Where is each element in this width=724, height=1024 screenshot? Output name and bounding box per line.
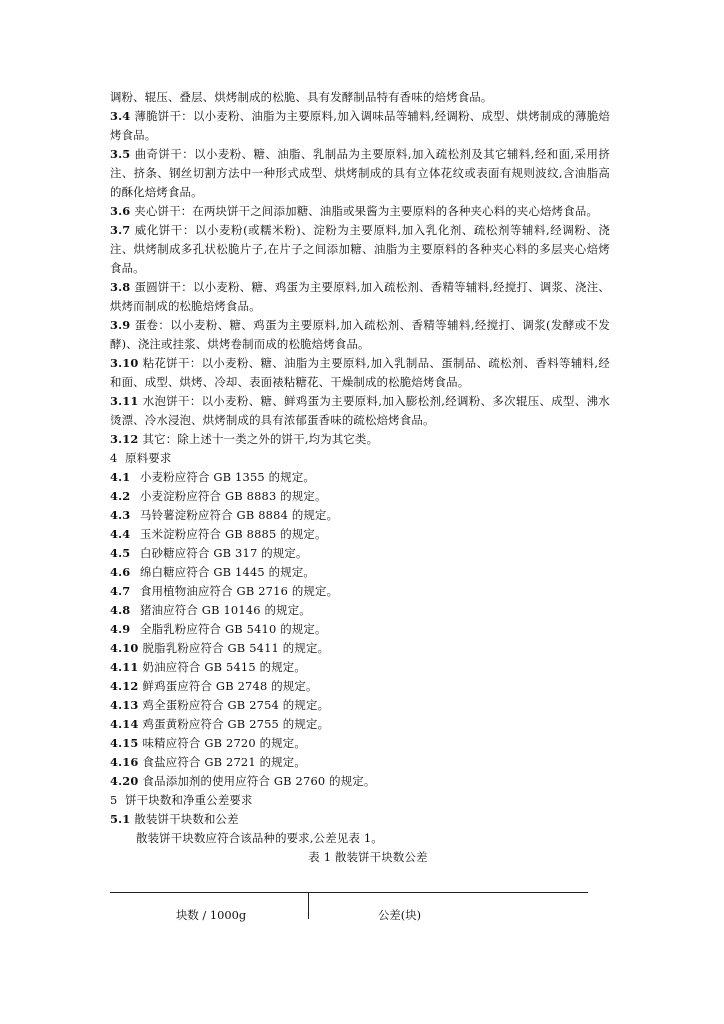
paragraph-3-12: 3.12 其它：除上述十一类之外的饼干,均为其它类。 bbox=[110, 432, 379, 446]
requirement-4-14: 4.14 鸡蛋黄粉应符合 GB 2755 的规定。 bbox=[110, 717, 330, 731]
section-5-1-heading: 5.1 散装饼干块数和公差 bbox=[110, 812, 239, 826]
section-4-heading: 4 原料要求 bbox=[110, 451, 172, 465]
paragraph-continued: 调粉、辊压、叠层、烘烤制成的松脆、具有发酵制品特有香味的焙烤食品。 bbox=[110, 90, 493, 104]
requirement-4-5: 4.5 白砂糖应符合 GB 317 的规定。 bbox=[110, 546, 308, 560]
requirement-4-12: 4.12 鲜鸡蛋应符合 GB 2748 的规定。 bbox=[110, 679, 318, 693]
requirement-4-13: 4.13 鸡全蛋粉应符合 GB 2754 的规定。 bbox=[110, 698, 330, 712]
requirement-4-10: 4.10 脱脂乳粉应符合 GB 5411 的规定。 bbox=[110, 641, 330, 655]
table-header-tolerance: 公差(块) bbox=[378, 908, 422, 922]
section-5-1-text: 散装饼干块数应符合该品种的要求,公差见表 1。 bbox=[136, 831, 383, 845]
paragraph-3-7: 3.7 威化饼干：以小麦粉(或糯米粉)、淀粉为主要原料,加入乳化剂、疏松剂等辅料,经调粉、浇注、烘烤制成多孔状松脆片子,在片子之间添加糖、油脂为主要原料的各种夹心料的多层夹心焙烤食品。 bbox=[110, 223, 610, 275]
section-5-heading: 5 饼干块数和净重公差要求 bbox=[110, 793, 253, 807]
requirement-4-7: 4.7 食用植物油应符合 GB 2716 的规定。 bbox=[110, 584, 339, 598]
paragraph-3-6: 3.6 夹心饼干：在两块饼干之间添加糖、油脂或果酱为主要原料的各种夹心料的夹心焙烤食品。 bbox=[110, 204, 599, 218]
requirement-4-8: 4.8 猪油应符合 GB 10146 的规定。 bbox=[110, 603, 311, 617]
requirement-4-11: 4.11 奶油应符合 GB 5415 的规定。 bbox=[110, 660, 306, 674]
requirement-4-6: 4.6 绵白糖应符合 GB 1445 的规定。 bbox=[110, 565, 316, 579]
document-body bbox=[110, 88, 610, 867]
table-header-count: 块数 / 1000g bbox=[176, 908, 247, 922]
requirement-4-9: 4.9 全脂乳粉应符合 GB 5410 的规定。 bbox=[110, 622, 327, 636]
table-title: 表 1 散装饼干块数公差 bbox=[308, 850, 428, 864]
requirement-4-1: 4.1 小麦粉应符合 GB 1355 的规定。 bbox=[110, 470, 316, 484]
requirement-4-20: 4.20 食品添加剂的使用应符合 GB 2760 的规定。 bbox=[110, 774, 376, 788]
requirement-4-4: 4.4 玉米淀粉应符合 GB 8885 的规定。 bbox=[110, 527, 327, 541]
paragraph-3-4: 3.4 薄脆饼干：以小麦粉、油脂为主要原料,加入调味品等辅料,经调粉、成型、烘烤制成的薄脆焙烤食品。 bbox=[110, 109, 610, 142]
table-header bbox=[110, 893, 588, 939]
requirement-4-16: 4.16 食盐应符合 GB 2721 的规定。 bbox=[110, 755, 306, 769]
paragraph-3-10: 3.10 粘花饼干：以小麦粉、糖、油脂为主要原料,加入乳制品、蛋制品、疏松剂、香料等辅料,经和面、成型、烘烤、冷却、表面裱粘糖花、干燥制成的松脆焙烤食品。 bbox=[110, 356, 610, 389]
requirement-4-2: 4.2 小麦淀粉应符合 GB 8883 的规定。 bbox=[110, 489, 327, 503]
requirement-4-15: 4.15 味精应符合 GB 2720 的规定。 bbox=[110, 736, 306, 750]
paragraph-3-5: 3.5 曲奇饼干：以小麦粉、糖、油脂、乳制品为主要原料,加入疏松剂及其它辅料,经和面,采用挤注、挤条、钢丝切割方法中一种形式成型、烘烤制成的具有立体花纹或表面有规则波纹,含油脂高的酥化焙烤食品。 bbox=[110, 147, 610, 199]
paragraph-3-8: 3.8 蛋圆饼干：以小麦粉、糖、鸡蛋为主要原料,加入疏松剂、香精等辅料,经搅打、调浆、浇注、烘烤而制成的松脆焙烤食品。 bbox=[110, 280, 610, 313]
table-column-divider bbox=[308, 897, 309, 919]
paragraph-3-11: 3.11 水泡饼干：以小麦粉、糖、鲜鸡蛋为主要原料,加入膨松剂,经调粉、多次辊压、成型、沸水烫漂、冷水浸泡、烘烤制成的具有浓郁蛋香味的疏松焙烤食品。 bbox=[110, 394, 610, 427]
paragraph-3-9: 3.9 蛋卷：以小麦粉、糖、鸡蛋为主要原料,加入疏松剂、香精等辅料,经搅打、调浆(发酵或不发酵)、浇注或挂浆、烘烤卷制而成的松脆焙烤食品。 bbox=[110, 318, 610, 351]
table-1 bbox=[110, 892, 588, 939]
requirement-4-3: 4.3 马铃薯淀粉应符合 GB 8884 的规定。 bbox=[110, 508, 339, 522]
